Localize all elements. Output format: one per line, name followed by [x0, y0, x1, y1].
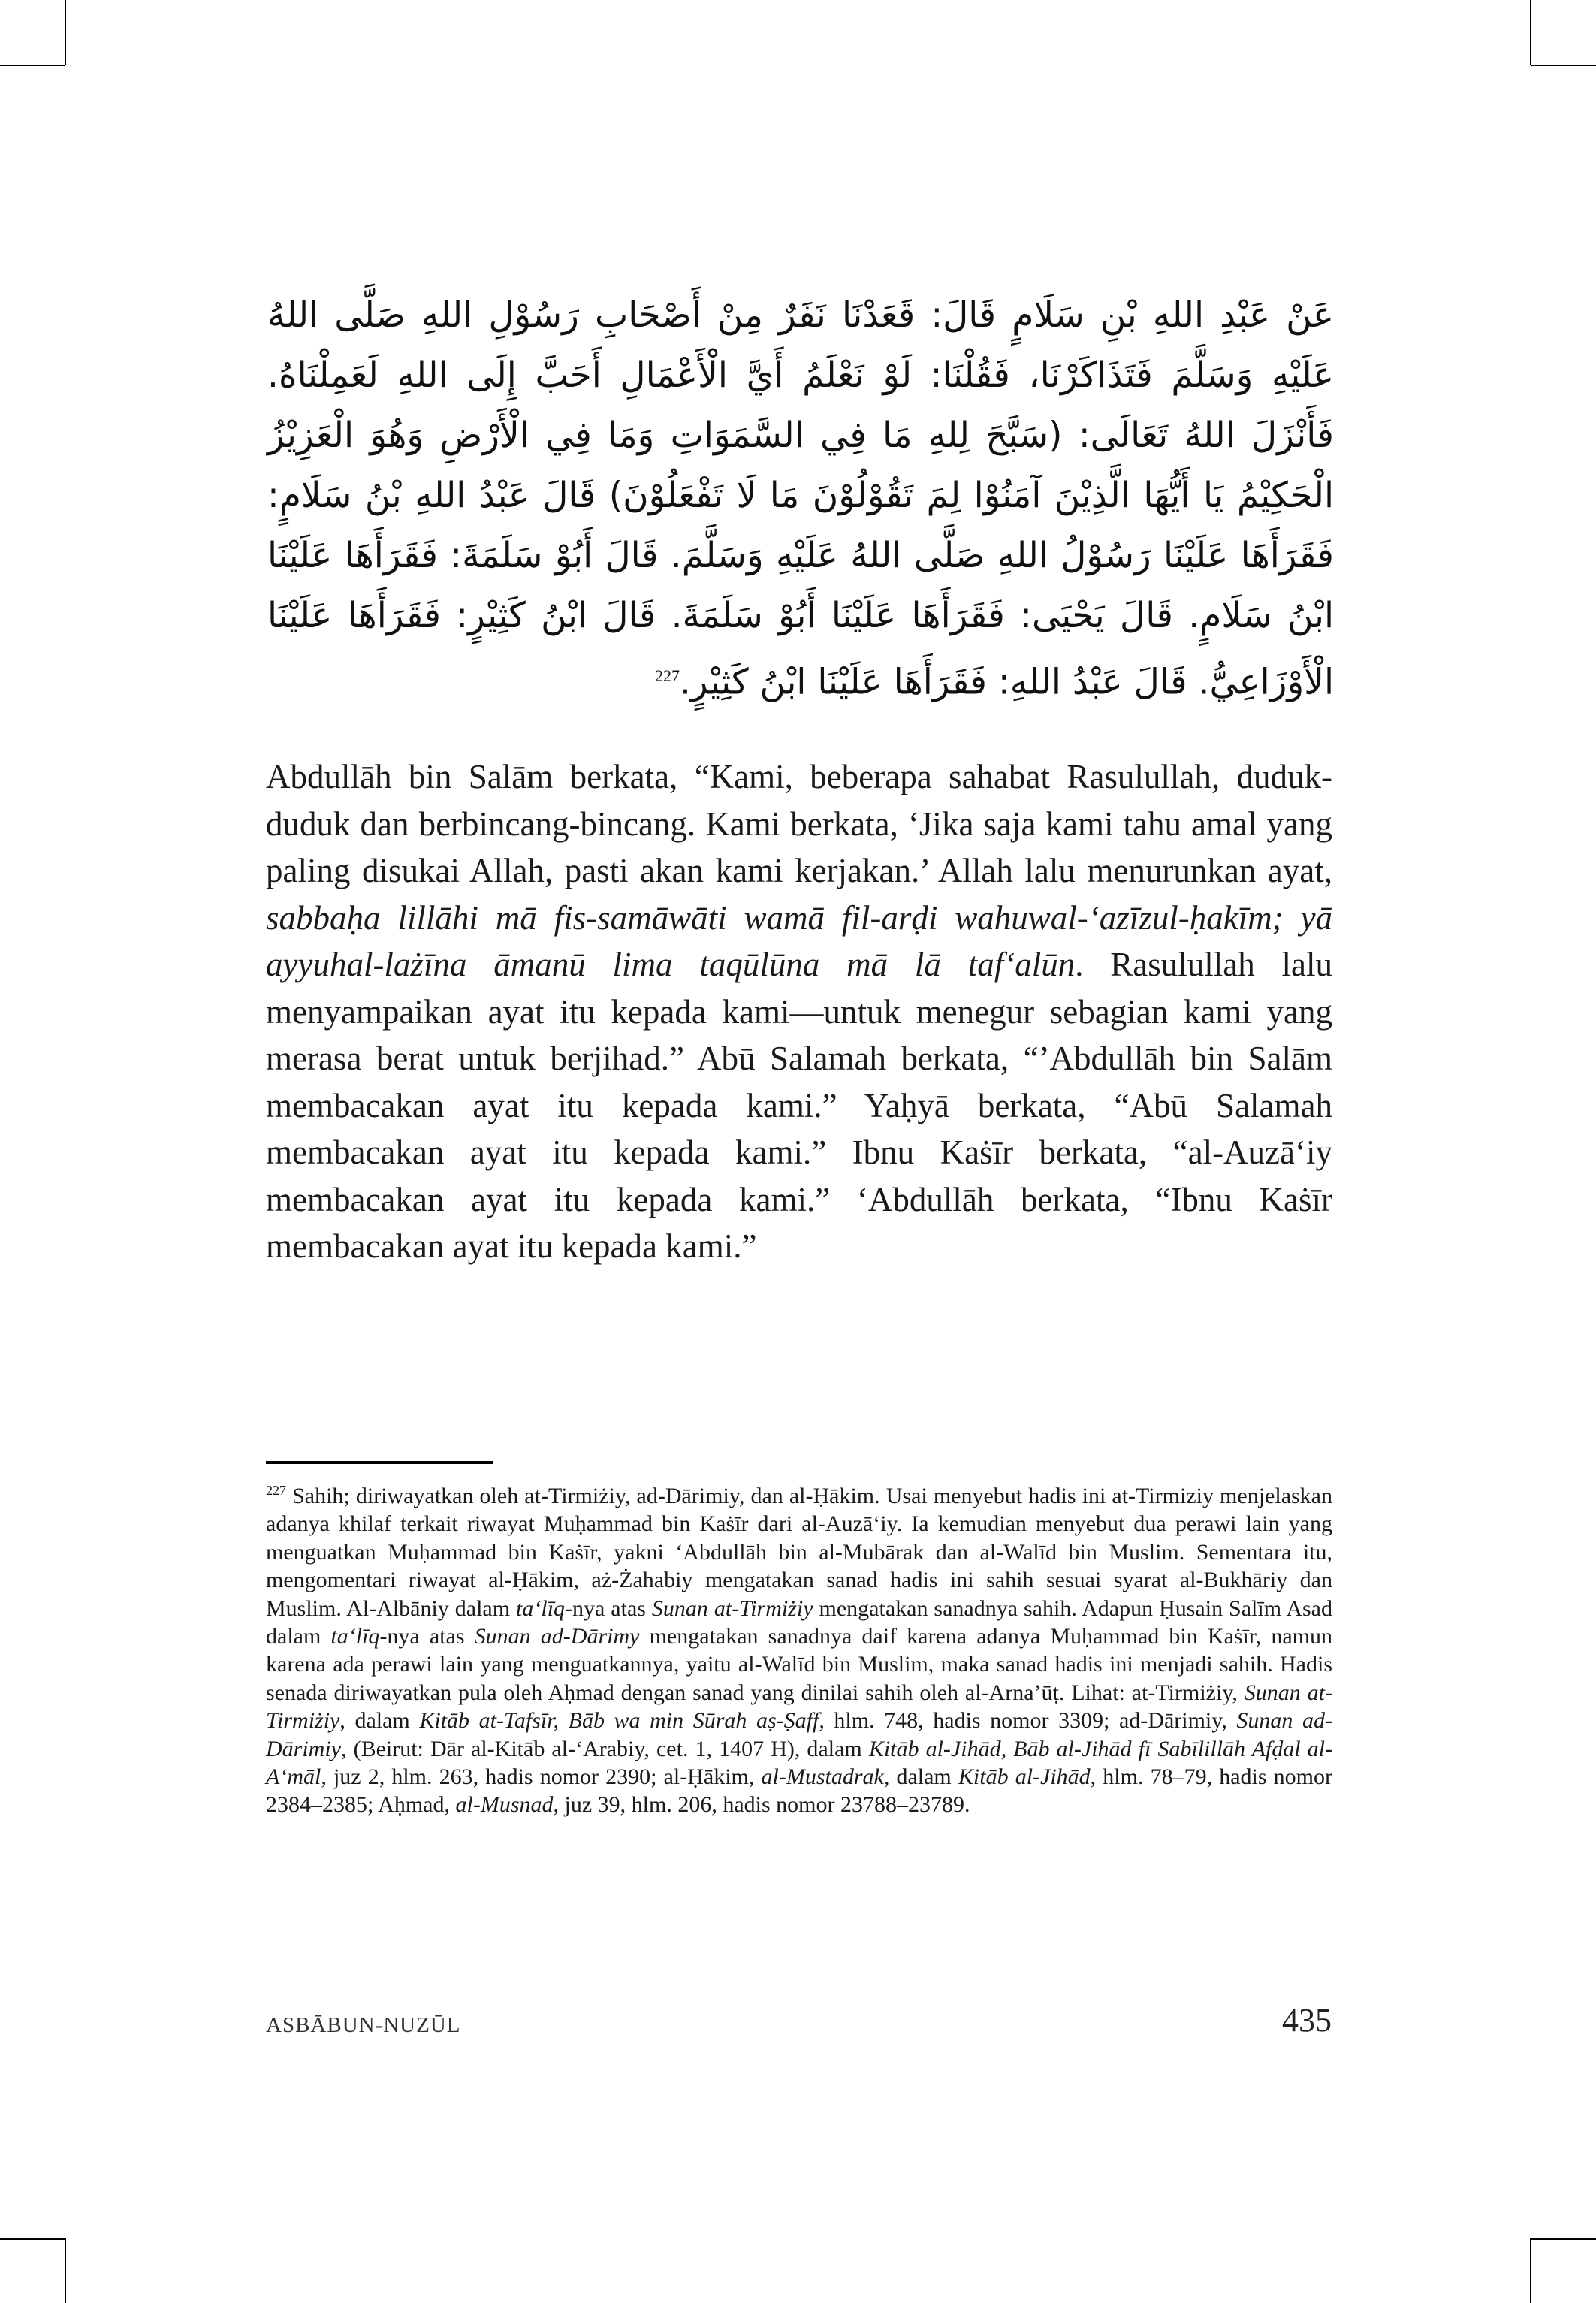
footnote-italic: Kitāb al-Jihād — [958, 1764, 1091, 1790]
footnote-text: mengatakan sanadnya sahih. Adapun Ḥusain Salīm Asad dalam — [266, 1595, 1332, 1650]
crop-mark-bottom-left-h — [0, 2238, 65, 2240]
footnote-number: 227 — [266, 1483, 286, 1498]
crop-mark-top-right-h — [1531, 65, 1596, 66]
page-number: 435 — [1282, 2002, 1332, 2039]
footnote-italic: al-Mustadrak, — [761, 1764, 890, 1790]
footnote-italic: Kitāb at-Tafsīr, Bāb wa min Sūrah aṣ-Ṣaff, — [419, 1708, 825, 1734]
footnote-text: , hlm. 78–79, hadis nomor 2384–2385; Aḥmad, — [266, 1764, 1332, 1818]
footnote-text: -nya atas — [565, 1595, 652, 1621]
translation-transliteration: sabbaḥa lillāhi mā fis-samāwāti wamā fil-arḍi wahuwal-‘azīzul-ḥakīm; yā ayyuhal-lażīna āmanū lima taqūlūna mā lā taf‘alūn — [266, 898, 1332, 983]
crop-mark-top-left-h — [0, 65, 65, 66]
footnote-italic: Sunan at-Tirmiżiy — [266, 1680, 1333, 1734]
arabic-hadith-text — [267, 285, 1334, 713]
running-head: ASBĀBUN-NUZŪL — [266, 2013, 461, 2037]
footnote-text: mengatakan sanadnya daif karena adanya Muḥammad bin Kaṡīr, namun karena ada perawi lain yang menguatkannya, yaitu al-Walīd bin Muslim, maka sanad hadis ini menjadi sahih. Hadis senada diriwayatkan pula oleh Aḥmad dengan sanad yang dinilai sahih oleh al-Arna’ūṭ. Lihat: at-Tirmiżiy, — [266, 1624, 1332, 1705]
footnote-text: , juz 39, hlm. 206, hadis nomor 23788–23789. — [553, 1792, 970, 1818]
footnote-italic: ta‘līq — [330, 1624, 380, 1650]
crop-mark-top-left-v — [65, 0, 66, 65]
arabic-text-body: عَنْ عَبْدِ اللهِ بْنِ سَلَامٍ قَالَ: قَعَدْنَا نَفَرٌ مِنْ أَصْحَابِ رَسُوْلِ اللهِ صَلَّى اللهُ عَلَيْهِ وَسَلَّمَ فَتَذَاكَرْنَا، فَقُلْنَا: لَوْ نَعْلَمُ أَيَّ الْأَعْمَالِ أَحَبَّ إِلَى اللهِ لَعَمِلْنَاهُ. فَأَنْزَلَ اللهُ تَعَالَى: (سَبَّحَ لِلهِ مَا فِي السَّمَوَاتِ وَمَا فِي الْأَرْضِ وَهُوَ الْعَزِيْزُ الْحَكِيْمُ يَا أَيُّهَا الَّذِيْنَ آمَنُوْا لِمَ تَقُوْلُوْنَ مَا لَا تَفْعَلُوْنَ) قَالَ عَبْدُ اللهِ بْنُ سَلَامٍ: فَقَرَأَهَا عَلَيْنَا رَسُوْلُ اللهِ صَلَّى اللهُ عَلَيْهِ وَسَلَّمَ. قَالَ أَبُوْ سَلَمَةَ: فَقَرَأَهَا عَلَيْنَا ابْنُ سَلَامٍ. قَالَ يَحْيَى: فَقَرَأَهَا عَلَيْنَا أَبُوْ سَلَمَةَ. قَالَ ابْنُ كَثِيْرٍ: فَقَرَأَهَا عَلَيْنَا الْأَوْزَاعِيُّ. قَالَ عَبْدُ اللهِ: فَقَرَأَهَا عَلَيْنَا ابْنُ كَثِيْرٍ. — [267, 294, 1334, 703]
crop-mark-top-right-v — [1530, 0, 1531, 65]
translation-part-1: Abdullāh bin Salām berkata, “Kami, beberapa sahabat Rasulullah, duduk-duduk dan berbincang-bincang. Kami berkata, ‘Jika saja kami tahu amal yang paling disukai Allah, pasti akan kami kerjakan.’ Allah lalu menurunkan ayat, — [266, 758, 1332, 889]
translation-part-2: . Rasulullah lalu menyampaikan ayat itu kepada kami—untuk menegur sebagian kami yang merasa berat untuk berjihad.” Abū Salamah berkata, “’Abdullāh bin Salām membacakan ayat itu kepada kami.” Yaḥyā berkata, “Abū Salamah membacakan ayat itu kepada kami.” Ibnu Kaṡīr berkata, “al-Auzā‘iy membacakan ayat itu kepada kami.” ‘Abdullāh berkata, “Ibnu Kaṡīr membacakan ayat itu kepada kami.” — [266, 946, 1332, 1265]
crop-mark-bottom-left-v — [65, 2238, 66, 2303]
footnote-italic: Sunan ad-Dārimiy — [266, 1708, 1332, 1761]
footnote-text: , dalam — [339, 1708, 420, 1734]
footnote-italic: Sunan at-Tirmiżiy — [651, 1595, 813, 1621]
footnote-text: Sahih; diriwayatkan oleh at-Tirmiżiy, ad-Dārimiy, dan al-Ḥākim. Usai menyebut hadis ini at-Tirmiziy menjelaskan adanya khilaf terkait riwayat Muḥammad bin Kaṡīr dari al-Auzā‘iy. Ia kemudian menyebut dua perawi lain yang menguatkan Muḥammad bin Kaṡīr, yakni ‘Abdullāh bin al-Mubārak dan al-Walīd bin Muslim. Sementara itu, mengomentari riwayat al-Ḥākim, aż-Żahabiy mengatakan sanad hadis ini sahih sesuai syarat al-Bukhāriy dan Muslim. Al-Albāniy dalam — [266, 1484, 1332, 1621]
footnote-text: , juz 2, hlm. 263, hadis nomor 2390; al-Ḥākim, — [321, 1764, 762, 1790]
footnote-text: , (Beirut: Dār al-Kitāb al-‘Arabiy, cet. 1, 1407 H), dalam — [341, 1736, 869, 1761]
footnote-text: hlm. 748, hadis nomor 3309; ad-Dārimiy, — [824, 1708, 1237, 1734]
footnote-italic: ta‘līq — [516, 1595, 566, 1621]
footnote-italic: Kitāb al-Jihād, Bāb al-Jihād fī Sabīlillāh Afḍal al-A‘māl — [266, 1736, 1332, 1790]
footnote-text: -nya atas — [379, 1624, 475, 1650]
footnote-italic: Sunan ad-Dārimy — [474, 1624, 640, 1650]
footnote — [266, 1477, 1332, 1819]
translation-paragraph — [266, 753, 1332, 1270]
arabic-footnote-ref: 227 — [654, 666, 680, 685]
footnote-separator — [266, 1461, 493, 1464]
crop-mark-bottom-right-v — [1530, 2238, 1531, 2303]
crop-mark-bottom-right-h — [1531, 2238, 1596, 2240]
footnote-text: dalam — [889, 1764, 958, 1790]
footnote-italic: al-Musnad — [455, 1792, 554, 1818]
